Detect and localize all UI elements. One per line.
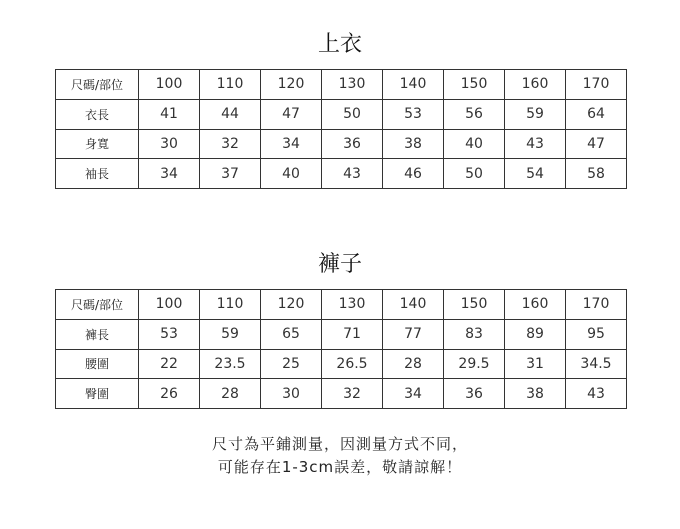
row-label: 袖長 bbox=[56, 159, 139, 189]
value-cell: 71 bbox=[322, 319, 383, 349]
value-cell: 38 bbox=[505, 379, 566, 409]
value-cell: 28 bbox=[200, 379, 261, 409]
header-cell: 170 bbox=[566, 290, 627, 320]
value-cell: 47 bbox=[566, 129, 627, 159]
header-cell: 尺碼/部位 bbox=[56, 70, 139, 100]
value-cell: 22 bbox=[139, 349, 200, 379]
value-cell: 34 bbox=[383, 379, 444, 409]
value-cell: 40 bbox=[444, 129, 505, 159]
value-cell: 37 bbox=[200, 159, 261, 189]
measurement-note-line-2: 可能存在1-3cm誤差，敬請諒解！ bbox=[217, 458, 463, 476]
value-cell: 50 bbox=[322, 99, 383, 129]
value-cell: 50 bbox=[444, 159, 505, 189]
header-cell: 130 bbox=[322, 70, 383, 100]
bottom-size-table bbox=[55, 289, 627, 409]
value-cell: 23.5 bbox=[200, 349, 261, 379]
measurement-note-line-1: 尺寸為平鋪測量，因測量方式不同， bbox=[211, 435, 468, 453]
value-cell: 65 bbox=[261, 319, 322, 349]
top-size-table bbox=[55, 69, 627, 189]
header-cell: 120 bbox=[261, 290, 322, 320]
row-label: 腰圍 bbox=[56, 349, 139, 379]
value-cell: 30 bbox=[139, 129, 200, 159]
value-cell: 44 bbox=[200, 99, 261, 129]
value-cell: 56 bbox=[444, 99, 505, 129]
value-cell: 64 bbox=[566, 99, 627, 129]
value-cell: 31 bbox=[505, 349, 566, 379]
value-cell: 89 bbox=[505, 319, 566, 349]
value-cell: 53 bbox=[383, 99, 444, 129]
value-cell: 59 bbox=[200, 319, 261, 349]
row-label: 臀圍 bbox=[56, 379, 139, 409]
value-cell: 32 bbox=[200, 129, 261, 159]
header-cell: 170 bbox=[566, 70, 627, 100]
table-row bbox=[56, 319, 627, 349]
value-cell: 29.5 bbox=[444, 349, 505, 379]
value-cell: 53 bbox=[139, 319, 200, 349]
header-cell: 160 bbox=[505, 70, 566, 100]
value-cell: 54 bbox=[505, 159, 566, 189]
header-cell: 110 bbox=[200, 70, 261, 100]
value-cell: 46 bbox=[383, 159, 444, 189]
header-cell: 160 bbox=[505, 290, 566, 320]
value-cell: 95 bbox=[566, 319, 627, 349]
value-cell: 41 bbox=[139, 99, 200, 129]
value-cell: 40 bbox=[261, 159, 322, 189]
top-section-title: 上衣 bbox=[317, 32, 362, 57]
value-cell: 36 bbox=[322, 129, 383, 159]
value-cell: 77 bbox=[383, 319, 444, 349]
value-cell: 34 bbox=[139, 159, 200, 189]
value-cell: 34 bbox=[261, 129, 322, 159]
value-cell: 25 bbox=[261, 349, 322, 379]
table-header-row bbox=[56, 290, 627, 320]
value-cell: 34.5 bbox=[566, 349, 627, 379]
header-cell: 尺碼/部位 bbox=[56, 290, 139, 320]
value-cell: 43 bbox=[322, 159, 383, 189]
header-cell: 110 bbox=[200, 290, 261, 320]
value-cell: 28 bbox=[383, 349, 444, 379]
header-cell: 120 bbox=[261, 70, 322, 100]
value-cell: 30 bbox=[261, 379, 322, 409]
header-cell: 150 bbox=[444, 70, 505, 100]
value-cell: 83 bbox=[444, 319, 505, 349]
value-cell: 43 bbox=[505, 129, 566, 159]
value-cell: 43 bbox=[566, 379, 627, 409]
header-cell: 150 bbox=[444, 290, 505, 320]
value-cell: 26.5 bbox=[322, 349, 383, 379]
value-cell: 38 bbox=[383, 129, 444, 159]
table-row bbox=[56, 349, 627, 379]
bottom-section-title: 褲子 bbox=[317, 252, 362, 277]
header-cell: 100 bbox=[139, 290, 200, 320]
value-cell: 32 bbox=[322, 379, 383, 409]
value-cell: 26 bbox=[139, 379, 200, 409]
header-cell: 140 bbox=[383, 70, 444, 100]
table-row bbox=[56, 129, 627, 159]
value-cell: 58 bbox=[566, 159, 627, 189]
table-header-row bbox=[56, 70, 627, 100]
table-row bbox=[56, 159, 627, 189]
row-label: 褲長 bbox=[56, 319, 139, 349]
header-cell: 100 bbox=[139, 70, 200, 100]
value-cell: 59 bbox=[505, 99, 566, 129]
header-cell: 130 bbox=[322, 290, 383, 320]
header-cell: 140 bbox=[383, 290, 444, 320]
value-cell: 47 bbox=[261, 99, 322, 129]
table-row bbox=[56, 99, 627, 129]
row-label: 身寬 bbox=[56, 129, 139, 159]
row-label: 衣長 bbox=[56, 99, 139, 129]
table-row bbox=[56, 379, 627, 409]
value-cell: 36 bbox=[444, 379, 505, 409]
